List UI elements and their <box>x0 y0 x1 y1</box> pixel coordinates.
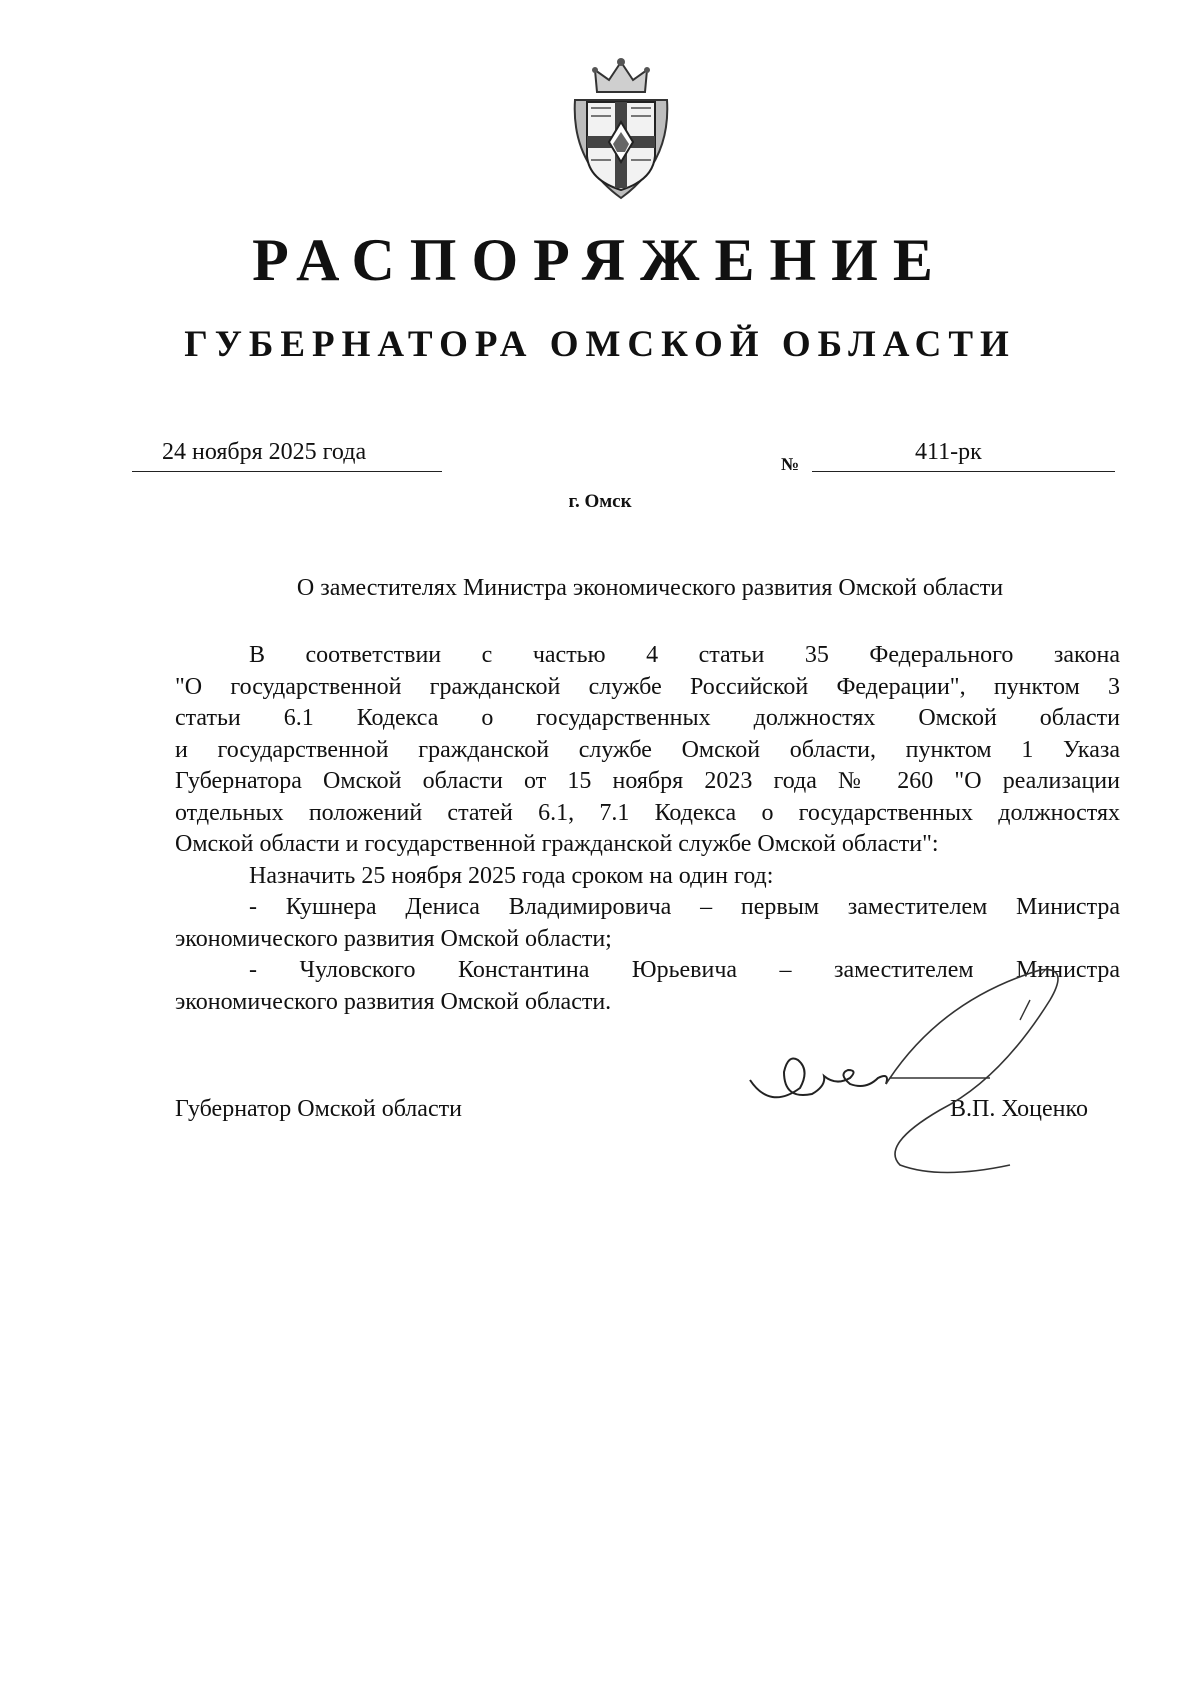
date-field <box>132 437 442 472</box>
number-sign: № <box>781 454 800 474</box>
signatory-name: В.П. Хоценко <box>950 1096 1088 1122</box>
document-subject: О заместителях Министра экономического развития Омской области <box>296 575 1004 601</box>
document-number: 411-рк <box>915 439 982 465</box>
preamble-line: "О государственной гражданской службе Российской Федерации", пунктом 3 <box>175 673 1120 700</box>
appointment-line: экономического развития Омской области. <box>175 988 612 1015</box>
preamble-line: и государственной гражданской службе Омской области, пунктом 1 Указа <box>175 736 1120 763</box>
appointment-item-1 <box>175 892 1120 955</box>
document-issuer: ГУБЕРНАТОРА ОМСКОЙ ОБЛАСТИ <box>184 324 1016 365</box>
resolution-paragraph: Назначить 25 ноября 2025 года сроком на один год: <box>249 862 774 889</box>
document-date: 24 ноября 2025 года <box>162 439 367 465</box>
preamble-line: Омской области и государственной гражданской службе Омской области": <box>175 831 939 857</box>
signatory-role: Губернатор Омской области <box>175 1096 462 1122</box>
appointment-line: - Чуловского Константина Юрьевича – заместителем Министра <box>249 957 1120 983</box>
coat-of-arms-icon <box>565 52 677 202</box>
preamble-line: В соответствии с частью 4 статьи 35 Федерального закона <box>249 642 1120 668</box>
document-title: РАСПОРЯЖЕНИЕ <box>252 227 948 293</box>
preamble-line: отдельных положений статей 6.1, 7.1 Кодекса о государственных должностях <box>175 799 1120 826</box>
appointment-line: экономического развития Омской области; <box>175 925 612 952</box>
preamble-paragraph <box>175 640 1120 861</box>
number-field <box>812 437 1115 472</box>
city-label: г. Омск <box>568 491 632 512</box>
preamble-line: Губернатора Омской области от 15 ноября 2023 года № 260 "О реализации <box>175 768 1120 794</box>
handwritten-signature <box>740 960 1140 1180</box>
preamble-line: статьи 6.1 Кодекса о государственных должностях Омской области <box>175 705 1120 731</box>
appointment-line: - Кушнера Дениса Владимировича – первым заместителем Министра <box>249 894 1120 920</box>
